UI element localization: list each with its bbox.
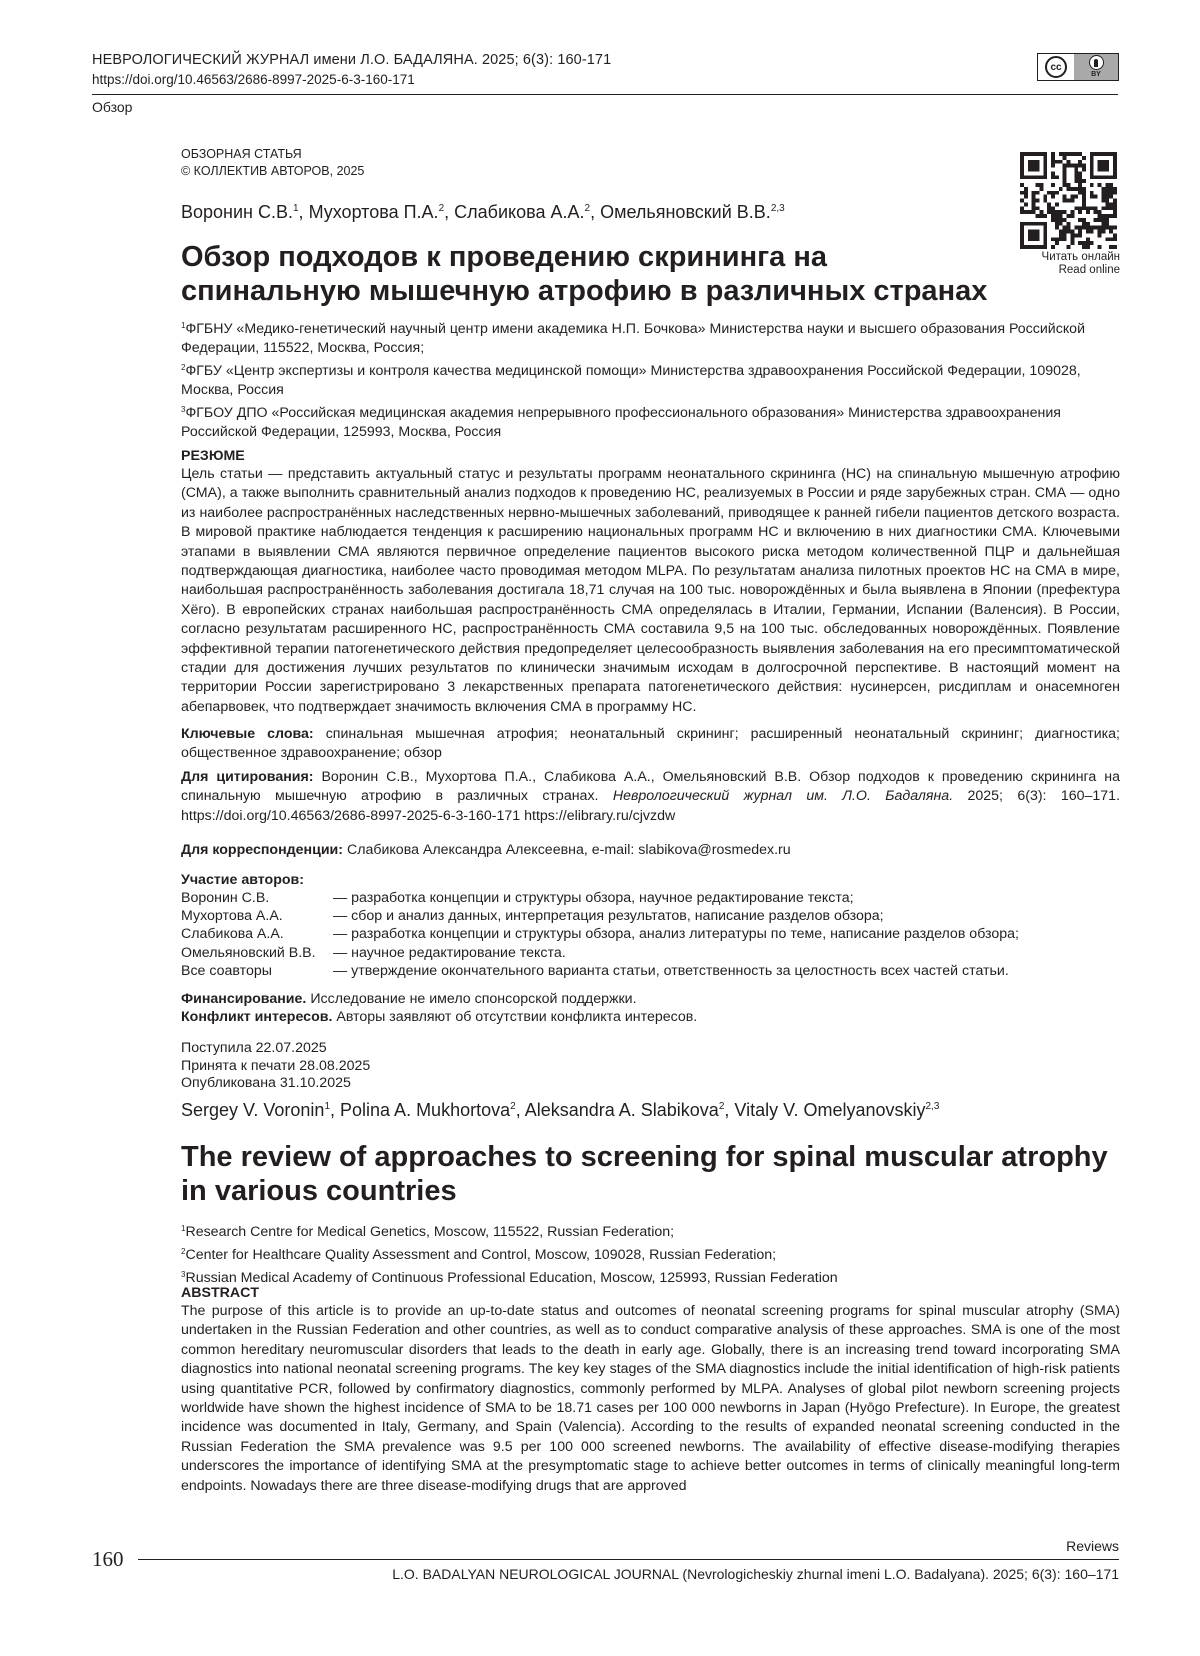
by-label: BY [1091,71,1101,78]
citation-label: Для цитирования: [181,769,314,785]
cc-by-license-badge[interactable] [1037,53,1119,81]
running-header-journal: НЕВРОЛОГИЧЕСКИЙ ЖУРНАЛ имени Л.О. БАДАЛЯНА. 2025; 6(3): 160-171 [92,52,612,68]
read-online-caption [1042,251,1120,277]
footer-journal: L.O. BADALYAN NEUROLOGICAL JOURNAL (Nevrologicheskiy zhurnal imeni L.O. Badalyana). 2025; 6(3): 160–171 [392,1566,1119,1582]
running-header-doi[interactable]: https://doi.org/10.46563/2686-8997-2025-6-3-160-171 [92,72,415,87]
abstract-text-en: The purpose of this article is to provide an up-to-date status and outcomes of neonatal screening programs for spinal muscular atrophy (SMA) undertaken in the Russian Federation and other countries, as well as to conduct comparative analysis of these approaches. SMA is one of the most common hereditary neuromuscular disorders that leads to the death in early age. Globally, there is an increasing trend toward incorporating SMA diagnostics into national neonatal screening programs. The key key stages of the SMA diagnostics include the initial identification of high-risk patients using quantitative PCR, followed by confirmatory diagnostics, commonly performed by MLPA. Analyses of global pilot newborn screening projects worldwide have shown the highest incidence of SMA to be 18.71 cases per 100 000 newborns in Japan (Hyōgo Prefecture). In Europe, the greatest incidence was documented in Italy, Germany, and Spain (Valencia). According to the results of expanded neonatal screening conducted in the Russian Federation the SMA prevalence was 9.5 per 100 000 screened newborns. The availability of effective disease-modifying therapies underscores the importance of identifying SMA at the presymptomatic stage to achieve better outcomes in terms of clinically meaningful long-term endpoints. Nowadays there are three disease-modifying drugs that are approved [181,1303,1120,1494]
contributor-role: — разработка концепции и структуры обзора, анализ литературы по теме, написание разделов обзора; [333,926,1019,943]
author-separator: , [590,202,601,222]
author-name: Мухортова П.А. [308,202,439,222]
contributions-heading: Участие авторов: [181,872,304,888]
contribution-row [181,925,1120,943]
footer-section: Reviews [1066,1538,1119,1554]
author-name: Воронин С.В. [181,202,293,222]
affiliation-text: ФГБОУ ДПО «Российская медицинская академия непрерывного профессионального образования» Министерства здравоохранения Российской Федерации, 125993, Москва, Россия [181,405,1061,440]
affiliation-text: Center for Healthcare Quality Assessment and Control, Moscow, 109028, Russian Federation; [185,1247,777,1263]
page-number: 160 [92,1547,124,1571]
affiliation-text: ФГБУ «Центр экспертизы и контроля качества медицинской помощи» Министерства здравоохранения Российской Федерации, 109028, Москва, Россия [181,363,1081,398]
author-separator: , [724,1100,735,1120]
abstract-heading-ru: РЕЗЮМЕ [181,448,245,464]
affiliation-number: 3 [181,405,186,414]
authors-ru [181,202,785,223]
date-published: Опубликована 31.10.2025 [181,1075,351,1091]
footer-rule [138,1559,1119,1560]
author-separator: , [330,1100,341,1120]
contributor-name: Слабикова А.А. [181,926,284,943]
affiliation-number: 2 [181,1247,186,1256]
affiliation [181,1246,1121,1265]
author-affiliation-mark: 1 [292,203,299,214]
copyright-notice: © КОЛЛЕКТИВ АВТОРОВ, 2025 [181,164,365,178]
citation-tail: 2025; 6(3): 160–171. https://doi.org/10.46563/2686-8997-2025-6-3-160-171 https://elibrary.ru/cjvzdw [181,788,1121,824]
citation [181,768,1120,826]
citation-text: Воронин С.В., Мухортова П.А., Слабикова А.А., Омельяновский В.В. Обзор подходов к проведению скрининга на спинальную мышечную атрофию в различных странах. [181,769,1120,805]
affiliation-text: Russian Medical Academy of Continuous Professional Education, Moscow, 125993, Russian Federation [185,1270,838,1286]
author-affiliation-mark: 2 [510,1101,516,1112]
funding-conflict [181,990,1120,1026]
header-rule [92,94,1118,95]
cc-icon: cc [1045,56,1067,78]
contributor-name: Мухортова А.А. [181,908,283,925]
affiliation [181,1223,1121,1242]
affiliation-number: 3 [181,1270,186,1279]
author-name: Aleksandra A. Slabikova [524,1100,719,1120]
contribution-row [181,944,1120,962]
correspondence [181,841,1120,860]
contributor-name: Все соавторы [181,962,272,979]
contribution-row [181,889,1120,907]
author-name: Sergey V. Voronin [181,1100,325,1120]
read-online-en: Read online [1058,264,1120,276]
contribution-row [181,962,1120,980]
keywords-text: спинальная мышечная атрофия; неонатальный скрининг; расширенный неонатальный скрининг; диагностика; общественное здравоохранение; обзор [181,726,1121,762]
author-name: Омельяновский В.В. [600,202,771,222]
author-affiliation-mark: 2 [438,203,445,214]
funding-text: Исследование не имело спонсорской поддержки. [310,991,637,1007]
contributor-role: — утверждение окончательного варианта статьи, ответственность за целостность всех частей статьи. [333,962,1009,979]
contribution-row [181,907,1120,925]
author-name: Слабикова А.А. [454,202,585,222]
author-separator: , [298,202,309,222]
affiliation-number: 1 [181,1224,186,1233]
article-title-ru: Обзор подходов к проведению скрининга на спинальную мышечную атрофию в различных странах [181,241,988,307]
affiliation [181,404,1121,442]
article-type: ОБЗОРНАЯ СТАТЬЯ [181,147,302,161]
citation-journal: Неврологический журнал им. Л.О. Бадаляна. [612,788,954,805]
contributions-list [181,889,1120,980]
abstract-text-ru: Цель статьи — представить актуальный статус и результаты программ неонатального скрининга (НС) на спинальную мышечную атрофию (СМА), а также выполнить сравнительный анализ подходов к проведению НС, реализуемых в России и ряде зарубежных стран. СМА — одно из наиболее распространённых наследственных нервно-мышечных заболеваний, приводящее к ранней гибели пациентов детского возраста. В мировой практике наблюдается тенденция к расширению национальных программ НС и включению в них диагностики СМА. Ключевыми этапами в выявлении СМА являются первичное определение пациентов высокого риска методом количественной ПЦР и дальнейшая подтверждающая диагностика, наиболее часто проводимая методом MLPA. По результатам анализа пилотных проектов НС на СМА в мире, наибольшая распространённость заболевания достигала 18,71 случая на 100 тыс. новорождённых и была выявлена в Японии (префектура Хёго). В европейских странах наибольшая распространённость СМА определялась в Италии, Германии, Испании (Валенсия). В России, согласно результатам расширенного НС, распространённость СМА составила 9,5 на 100 тыс. обследованных новорождённых. Появление эффективной терапии патогенетического действия предопределяет целесообразность выявления заболевания на его пресимптоматической стадии для достижения лучших результатов по клинически значимым исходам в долгосрочной перспективе. В настоящий момент на территории России зарегистрировано 3 лекарственных препарата патогенетического действия: нусинерсен, рисдиплам и онасемноген абепарвовек, что подтверждает значимость включения СМА в программу НС. [181,466,1120,715]
author-affiliation-mark: 1 [324,1101,330,1112]
qr-code-icon[interactable] [1020,152,1117,249]
keywords [181,725,1120,764]
contributor-role: — разработка концепции и структуры обзора, научное редактирование текста; [333,890,854,906]
author-affiliation-mark: 2 [584,203,591,214]
affiliation-text: ФГБНУ «Медико-генетический научный центр имени академика Н.П. Бочкова» Министерства науки и высшего образования Российской Федерации, 115522, Москва, Россия; [181,321,1085,356]
affiliation-text: Research Centre for Medical Genetics, Moscow, 115522, Russian Federation; [185,1224,675,1240]
author-separator: , [515,1100,525,1120]
keywords-label: Ключевые слова: [181,726,314,742]
correspondence-label: Для корреспонденции: [181,842,344,858]
contributor-name: Воронин С.В. [181,890,270,906]
date-accepted: Принята к печати 28.08.2025 [181,1057,371,1074]
conflict-label: Конфликт интересов. [181,1009,333,1025]
author-affiliation-mark: 2,3 [770,203,785,214]
author-separator: , [444,202,455,222]
affiliations-en [181,1223,1121,1292]
date-received: Поступила 22.07.2025 [181,1040,327,1056]
affiliation-number: 2 [181,363,186,372]
authors-en [181,1100,939,1121]
contributor-role: — научное редактирование текста. [333,944,566,961]
contributor-name: Омельяновский В.В. [181,944,316,961]
read-online-ru: Читать онлайн [1041,251,1120,263]
affiliation-number: 1 [181,321,186,330]
conflict-text: Авторы заявляют об отсутствии конфликта интересов. [336,1009,698,1025]
correspondence-text: Слабикова Александра Алексеевна, e-mail: slabikova@rosmedex.ru [346,842,791,858]
author-name: Polina A. Mukhortova [340,1100,511,1120]
author-name: Vitaly V. Omelyanovskiy [734,1100,926,1120]
abstract-heading-en: ABSTRACT [181,1285,260,1301]
affiliation [181,362,1121,400]
funding-label: Финансирование. [181,991,307,1007]
article-title-en: The review of approaches to screening for spinal muscular atrophy in various countries [181,1141,1108,1207]
article-dates [181,1040,370,1093]
contributor-role: — сбор и анализ данных, интерпретация результатов, написание разделов обзора; [333,908,884,925]
attribution-icon [1089,55,1104,70]
affiliation [181,320,1121,358]
author-affiliation-mark: 2,3 [925,1101,940,1112]
running-header-section: Обзор [92,99,133,115]
author-affiliation-mark: 2 [718,1101,725,1112]
affiliations-ru [181,320,1121,446]
